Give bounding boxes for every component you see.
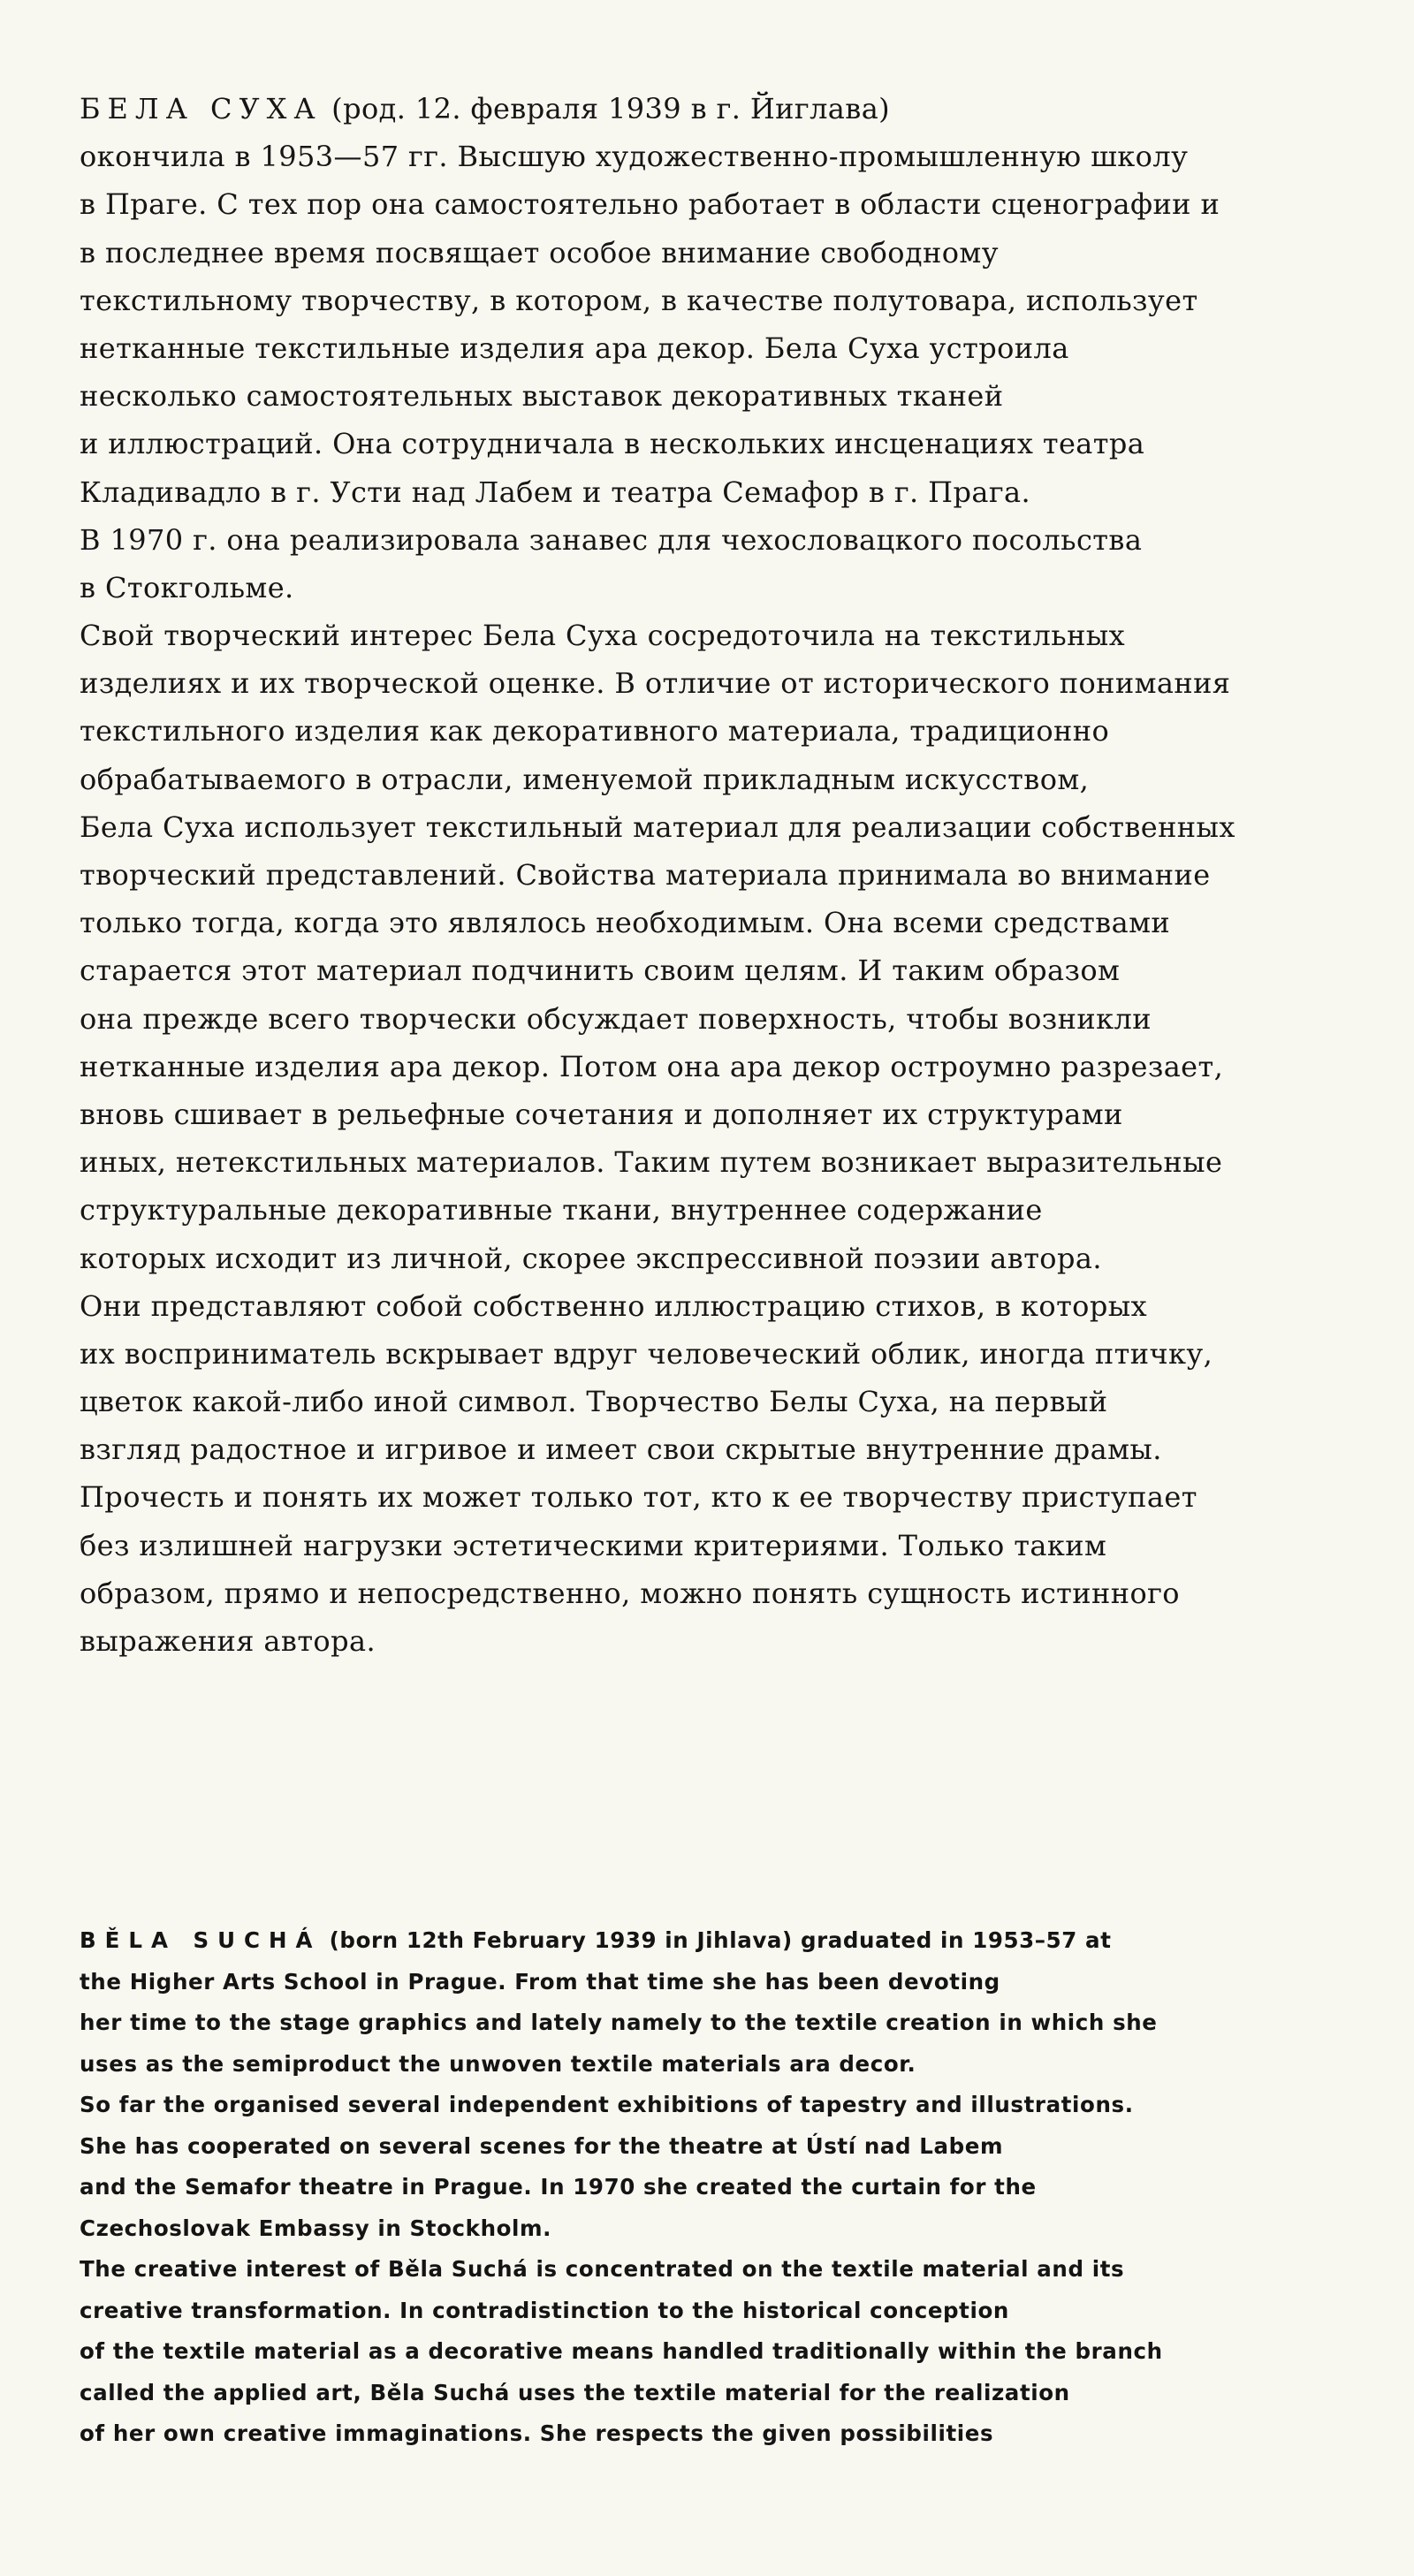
russian-text-line: творческий представлений. Свойства материала принимала во внимание xyxy=(80,858,1211,892)
english-text-line: She has cooperated on several scenes for the theatre at Ústí nad Labem xyxy=(80,2132,1004,2159)
russian-text-line: иных, нетекстильных материалов. Таким путем возникает выразительные xyxy=(80,1145,1223,1180)
russian-text-line: нетканные изделия ара декор. Потом она ара декор остроумно разрезает, xyxy=(80,1049,1224,1083)
russian-text-line: текстильного изделия как декоративного материала, традиционно xyxy=(80,714,1110,748)
russian-text-line: Бела Суха использует текстильный материал для реализации собственных xyxy=(80,809,1235,844)
russian-text-line: несколько самостоятельных выставок декоративных тканей xyxy=(80,379,1004,414)
english-text-line: of the textile material as a decorative means handled traditionally within the branch xyxy=(80,2338,1163,2364)
russian-text-line: в последнее время посвящает особое внимание свободному xyxy=(80,235,999,270)
english-text-line: the Higher Arts School in Prague. From that time she has been devoting xyxy=(80,1968,1000,1995)
russian-text-line: изделиях и их творческой оценке. В отличие от исторического понимания xyxy=(80,666,1231,701)
russian-text-line: только тогда, когда это являлось необходимым. Она всеми средствами xyxy=(80,906,1171,940)
english-heading-rest: (born 12th February 1939 in Jihlava) graduated in 1953–57 at xyxy=(321,1927,1112,1953)
russian-text-line: без излишней нагрузки эстетическими критериями. Только таким xyxy=(80,1528,1107,1562)
russian-text-line: структуральные декоративные ткани, внутреннее содержание xyxy=(80,1193,1043,1227)
russian-text-line: Свой творческий интерес Бела Суха сосредоточила на текстильных xyxy=(80,619,1126,653)
english-artist-name: BĚLA SUCHÁ xyxy=(80,1927,322,1953)
russian-text-line: Прочесть и понять их может только тот, кто к ее творчеству приступает xyxy=(80,1480,1197,1515)
russian-text-line: и иллюстраций. Она сотрудничала в нескольких инсценациях театра xyxy=(80,427,1145,461)
english-text-line: creative transformation. In contradistinction to the historical conception xyxy=(80,2297,1009,2323)
english-text-line: her time to the stage graphics and lately namely to the textile creation in which she xyxy=(80,2010,1158,2035)
english-text-block xyxy=(80,1920,1334,2455)
russian-text-line: Кладивадло в г. Усти над Лабем и театра Семафор в г. Прага. xyxy=(80,475,1031,509)
russian-text-line: нетканные текстильные изделия ара декор. Бела Суха устроила xyxy=(80,331,1069,365)
english-text-line: uses as the semiproduct the unwoven textile materials ara decor. xyxy=(80,2050,916,2077)
russian-heading-line xyxy=(80,85,1334,133)
russian-heading-rest: (род. 12. февраля 1939 в г. Йиглава) xyxy=(322,92,891,125)
russian-text-line: образом, прямо и непосредственно, можно понять сущность истинного xyxy=(80,1576,1180,1610)
russian-text-line: окончила в 1953—57 гг. Высшую художественно-промышленную школу xyxy=(80,140,1189,174)
russian-text-line: В 1970 г. она реализировала занавес для чехословацкого посольства xyxy=(80,522,1143,557)
english-text-line: and the Semafor theatre in Prague. In 1970 she created the curtain for the xyxy=(80,2174,1037,2200)
russian-artist-name: БЕЛА СУХА xyxy=(80,92,323,125)
russian-text-line: старается этот материал подчинить своим целям. И таким образом xyxy=(80,954,1121,988)
russian-text-line: взгляд радостное и игривое и имеет свои скрытые внутренние драмы. xyxy=(80,1432,1162,1467)
russian-text-block xyxy=(80,85,1334,1665)
russian-text-line: вновь сшивает в рельефные сочетания и дополняет их структурами xyxy=(80,1097,1123,1131)
russian-text-line: в Праге. С тех пор она самостоятельно работает в области сценографии и xyxy=(80,187,1220,222)
russian-text-line: в Стокгольме. xyxy=(80,570,294,604)
english-text-line: Czechoslovak Embassy in Stockholm. xyxy=(80,2215,552,2241)
english-text-line: The creative interest of Běla Suchá is concentrated on the textile material and its xyxy=(80,2256,1125,2282)
russian-text-line: текстильному творчеству, в котором, в качестве полутовара, использует xyxy=(80,283,1198,317)
english-text-line: called the applied art, Běla Suchá uses the textile material for the realization xyxy=(80,2379,1070,2405)
russian-text-line: обрабатываемого в отрасли, именуемой прикладным искусством, xyxy=(80,762,1090,796)
english-text-line: of her own creative immaginations. She respects the given possibilities xyxy=(80,2420,994,2446)
english-text-line: So far the organised several independent exhibitions of tapestry and illustrations. xyxy=(80,2092,1134,2117)
russian-text-line: их восприниматель вскрывает вдруг человеческий облик, иногда птичку, xyxy=(80,1336,1213,1371)
english-heading-line xyxy=(80,1920,1334,1962)
russian-text-line: она прежде всего творчески обсуждает поверхность, чтобы возникли xyxy=(80,1001,1152,1036)
russian-text-line: которых исходит из личной, скорее экспрессивной поэзии автора. xyxy=(80,1241,1102,1275)
russian-text-line: цветок какой-либо иной символ. Творчество Белы Суха, на первый xyxy=(80,1385,1108,1419)
russian-text-line: Они представляют собой собственно иллюстрацию стихов, в которых xyxy=(80,1288,1148,1323)
russian-text-line: выражения автора. xyxy=(80,1624,376,1658)
